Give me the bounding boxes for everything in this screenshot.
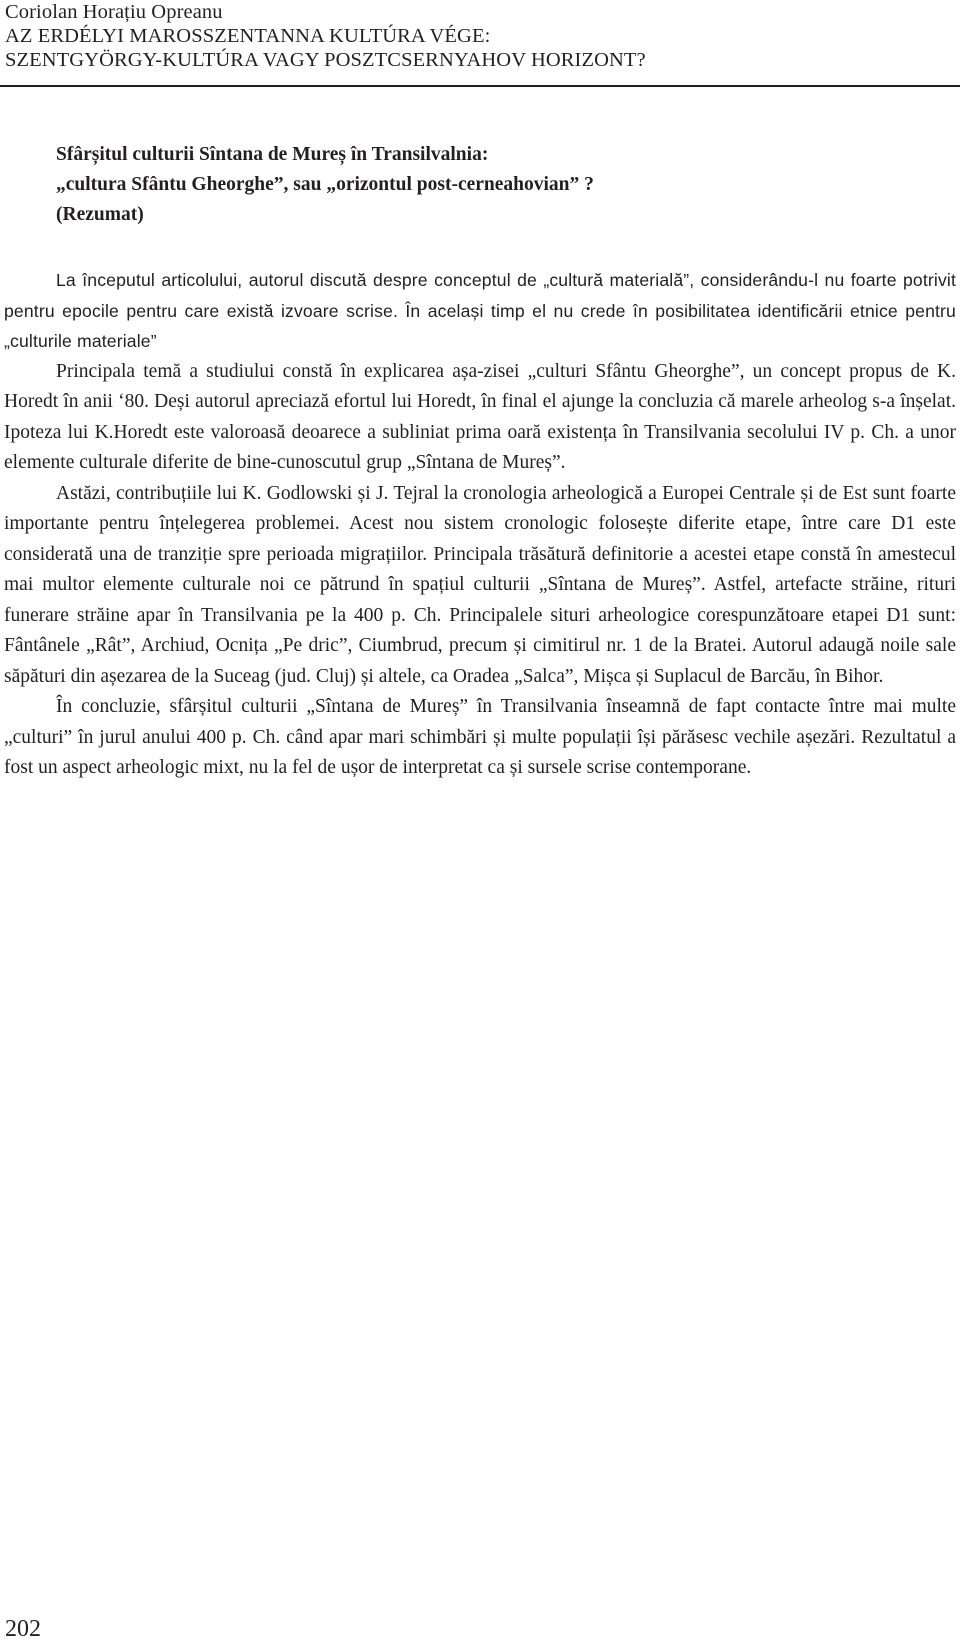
- abstract-title-line-3: (Rezumat): [56, 204, 144, 225]
- abstract-title-line-1: Sfârșitul culturii Sîntana de Mureș în Transilvalnia:: [56, 144, 489, 165]
- abstract-paragraph: Astăzi, contribuțiile lui K. Godlowski și J. Tejral la cronologia arheologică a Europei Centrale și de Est sunt foarte importante pentru înțelegerea problemei. Acest nou sistem cronologic folosește diferite etape, între care D1 este considerată una de tranziție spre perioada migrațiilor. Principala trăsătură definitorie a acestei etape constă în amestecul mai multor elemente culturale noi ce pătrund în spațiul culturii „Sîntana de Mureș”. Astfel, artefacte străine, rituri funerare străine apar în Transilvania pe la 400 p. Ch. Principalele situri arheologice corespunzătoare etapei D1 sunt: Fântânele „Rât”, Archiud, Ocnița „Pe dric”, Ciumbrud, precum și cimitirul nr. 1 de la Bratei. Autorul adaugă noile sale săpături din așezarea de la Suceag (jud. Cluj) și altele, ca Oradea „Salca”, Mișca și Suplacul de Barcău, în Bihor.: [4, 482, 956, 687]
- abstract-title: [56, 140, 594, 230]
- abstract-paragraph: Principala temă a studiului constă în explicarea așa-zisei „culturi Sfântu Gheorghe”, un concept propus de K. Horedt în anii ‘80. Deși autorul apreciază efortul lui Horedt, în final el ajunge la concluzia că marele arheolog s-a înșelat. Ipoteza lui K.Horedt este valoroasă deoarece a subliniat prima oară existența în Transilvania secolului IV p. Ch. a unor elemente culturale diferite de bine-cunoscutul grup „Sîntana de Mureș”.: [4, 360, 956, 473]
- header-title-line-1: AZ ERDÉLYI MAROSSZENTANNA KULTÚRA VÉGE:: [5, 25, 491, 47]
- abstract-title-line-2: „cultura Sfântu Gheorghe”, sau „orizontul post-cerneahovian” ?: [56, 174, 594, 195]
- abstract-paragraph: În concluzie, sfârșitul culturii „Sîntana de Mureș” în Transilvania înseamnă de fapt contacte între mai multe „culturi” în jurul anului 400 p. Ch. când apar mari schimbări și multe populații își părăsesc vechile așezări. Rezultatul a fost un aspect arheologic mixt, nu la fel de ușor de interpretat ca și sursele scrise contemporane.: [4, 696, 956, 778]
- header-title-line-2: SZENTGYÖRGY-KULTÚRA VAGY POSZTCSERNYAHOV HORIZONT?: [5, 49, 646, 71]
- running-header: [5, 0, 953, 72]
- header-divider: [0, 85, 960, 87]
- abstract-paragraph: La începutul articolului, autorul discută despre conceptul de „cultură materială”, considerându-l nu foarte potrivit pentru epocile pentru care există izvoare scrise. În același timp el nu crede în posibilitatea identificării etnice pentru „culturile materiale”: [4, 270, 956, 351]
- page-number: 202: [5, 1616, 41, 1642]
- abstract-body: [4, 265, 956, 784]
- header-author: Coriolan Horațiu Opreanu: [5, 1, 223, 23]
